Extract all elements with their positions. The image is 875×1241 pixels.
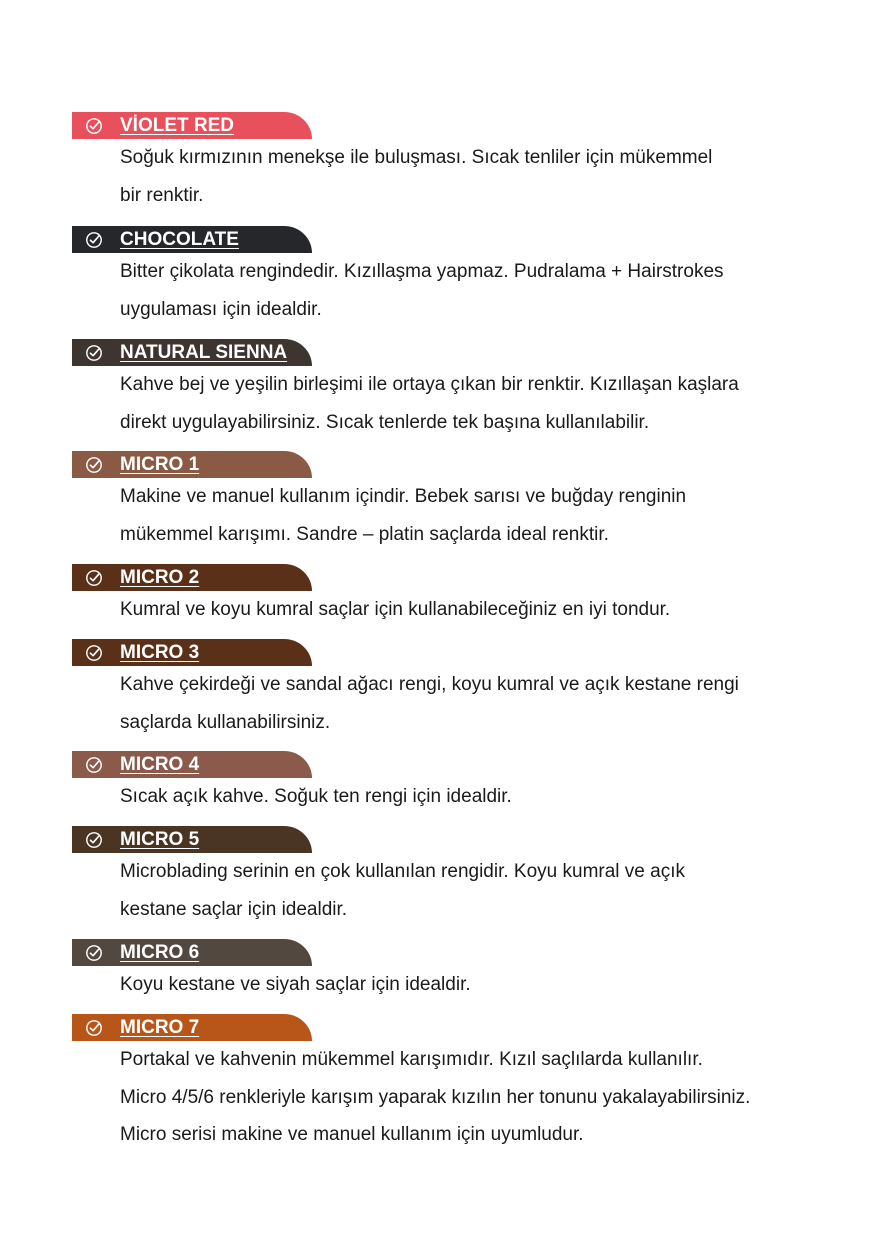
color-name: NATURAL SIENNA: [120, 342, 288, 363]
check-circle-icon: [85, 344, 103, 362]
description-line: Micro serisi makine ve manuel kullanım için uyumludur.: [120, 1124, 584, 1145]
color-banner: [72, 939, 312, 966]
color-banner: [72, 451, 312, 478]
color-name: MICRO 2: [120, 567, 200, 588]
description-line: bir renktir.: [120, 184, 204, 206]
check-circle-icon: [85, 231, 103, 249]
check-circle-icon: [85, 831, 103, 849]
color-name: MICRO 3: [120, 642, 200, 663]
color-entry-violet-red: [72, 112, 832, 214]
color-description: [72, 853, 832, 928]
color-description: [72, 1041, 832, 1154]
description-line: Sıcak açık kahve. Soğuk ten rengi için idealdir.: [120, 786, 512, 807]
color-banner: [72, 751, 312, 778]
color-banner: [72, 639, 312, 666]
color-banner: [72, 1014, 312, 1041]
check-circle-icon: [85, 944, 103, 962]
color-entry-micro-7: [72, 1014, 832, 1154]
color-entry-micro-6: [72, 939, 832, 1004]
color-description: [72, 478, 832, 553]
check-circle-icon: [85, 644, 103, 662]
description-line: kestane saçlar için idealdir.: [120, 898, 348, 920]
description-line: Microblading serinin en çok kullanılan rengidir. Koyu kumral ve açık: [120, 861, 685, 882]
color-entry-micro-2: [72, 564, 832, 629]
color-entry-micro-4: [72, 751, 832, 816]
color-name: MICRO 6: [120, 942, 200, 963]
check-circle-icon: [85, 1019, 103, 1037]
color-description: [72, 366, 832, 441]
description-line: saçlarda kullanabilirsiniz.: [120, 711, 331, 733]
color-banner: [72, 826, 312, 853]
color-description: [72, 666, 832, 741]
color-name: MICRO 4: [120, 754, 200, 775]
color-banner: [72, 564, 312, 591]
color-name: CHOCOLATE: [120, 229, 239, 250]
color-entry-micro-1: [72, 451, 832, 553]
color-description: [72, 591, 832, 629]
check-circle-icon: [85, 117, 103, 135]
color-entry-micro-5: [72, 826, 832, 928]
description-line: Kumral ve koyu kumral saçlar için kullanabileceğiniz en iyi tondur.: [120, 599, 671, 620]
color-name: VİOLET RED: [120, 115, 235, 136]
color-name: MICRO 1: [120, 454, 200, 475]
description-line: Bitter çikolata rengindedir. Kızıllaşma yapmaz. Pudralama + Hairstrokes: [120, 261, 724, 282]
color-entry-natural-sienna: [72, 339, 832, 441]
check-circle-icon: [85, 756, 103, 774]
description-line: Micro 4/5/6 renkleriyle karışım yaparak kızılın her tonunu yakalayabilirsiniz.: [120, 1086, 751, 1108]
color-banner: [72, 339, 312, 366]
description-line: Soğuk kırmızının menekşe ile buluşması. Sıcak tenliler için mükemmel: [120, 147, 713, 168]
color-description: [72, 778, 832, 816]
color-name: MICRO 5: [120, 829, 200, 850]
description-line: Portakal ve kahvenin mükemmel karışımıdır. Kızıl saçlılarda kullanılır.: [120, 1049, 703, 1070]
color-banner: [72, 112, 312, 139]
description-line: Koyu kestane ve siyah saçlar için idealdir.: [120, 974, 471, 995]
color-banner: [72, 226, 312, 253]
description-line: Kahve bej ve yeşilin birleşimi ile ortaya çıkan bir renktir. Kızıllaşan kaşlara: [120, 374, 739, 395]
check-circle-icon: [85, 456, 103, 474]
color-description: [72, 966, 832, 1004]
color-name: MICRO 7: [120, 1017, 200, 1038]
description-line: uygulaması için idealdir.: [120, 298, 322, 320]
description-line: mükemmel karışımı. Sandre – platin saçlarda ideal renktir.: [120, 523, 609, 545]
description-line: direkt uygulayabilirsiniz. Sıcak tenlerde tek başına kullanılabilir.: [120, 411, 650, 433]
color-description: [72, 253, 832, 328]
description-line: Kahve çekirdeği ve sandal ağacı rengi, koyu kumral ve açık kestane rengi: [120, 674, 739, 695]
color-description: [72, 139, 832, 214]
color-entry-micro-3: [72, 639, 832, 741]
color-entry-chocolate: [72, 226, 832, 328]
description-line: Makine ve manuel kullanım içindir. Bebek sarısı ve buğday renginin: [120, 486, 687, 507]
check-circle-icon: [85, 569, 103, 587]
